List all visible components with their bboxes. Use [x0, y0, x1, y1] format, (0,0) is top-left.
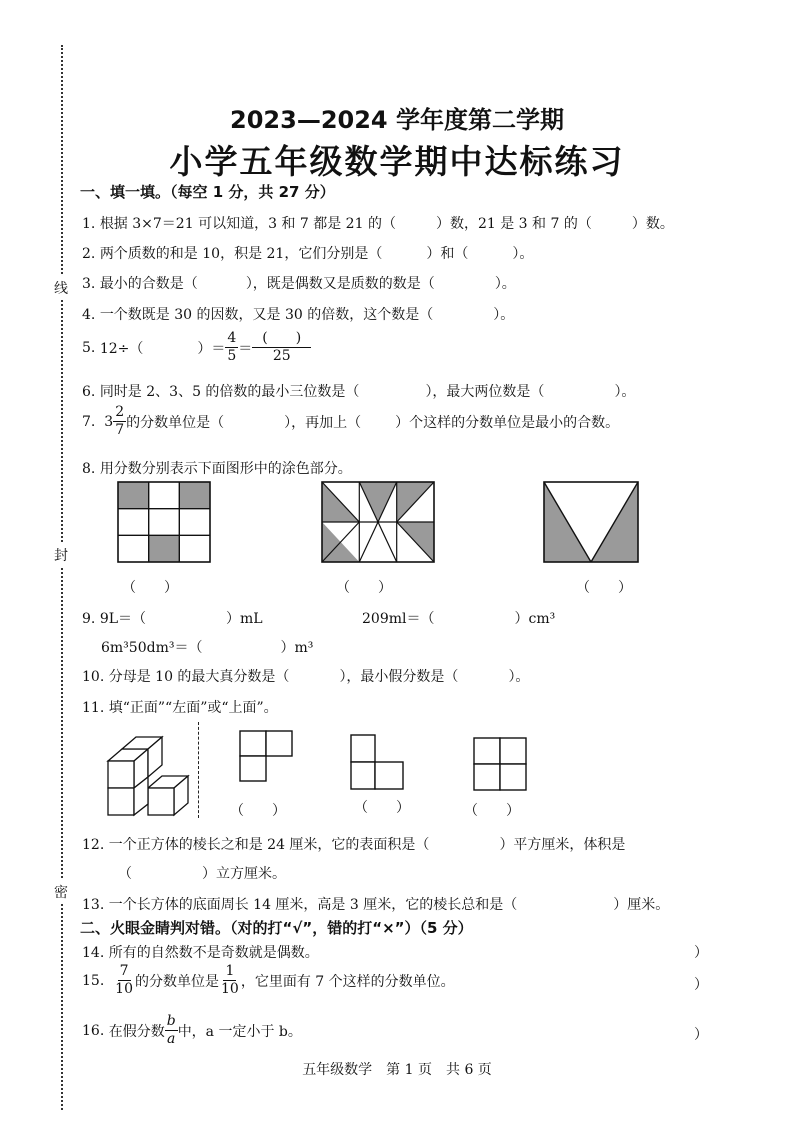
- question-12-line-1: 12. 一个正方体的棱长之和是 24 厘米，它的表面积是（ ）平方厘米，体积是: [82, 837, 626, 853]
- question-9-line-2: 6m³50dm³＝（ ）m³: [101, 640, 314, 656]
- q8-answer-2: （ ）: [336, 580, 392, 596]
- page-footer: 五年级数学 第 1 页 共 6 页: [302, 1062, 492, 1078]
- question-13: 13. 一个长方体的底面周长 14 厘米，高是 3 厘米，它的棱长总和是（ ）厘米。: [82, 897, 670, 913]
- question-4: 4. 一个数既是 30 的因数，又是 30 的倍数，这个数是（ ）。: [82, 307, 515, 323]
- view-figure-2: [351, 735, 403, 789]
- question-10: 10. 分母是 10 的最大真分数是（ ），最小假分数是（ ）。: [82, 669, 530, 685]
- shaded-cell: [179, 482, 210, 509]
- question-2: 2. 两个质数的和是 10，积是 21，它们分别是（ ）和（ ）。: [82, 246, 534, 262]
- question-1: 1. 根据 3×7＝21 可以知道，3 和 7 都是 21 的（ ）数，21 是 3 和 7 的（ ）数。: [82, 216, 674, 232]
- binding-mark-line: 线: [54, 276, 68, 300]
- fraction-1-10: $\frac{1}{10}$: [221, 963, 239, 997]
- fraction-2-7: $\frac{2}{7}$: [115, 404, 125, 438]
- triangle-rectangle-figure: [322, 482, 434, 562]
- question-7: 7. 3 $\frac{2}{7}$ 的分数单位是（ ），再加上（ ）个这样的分数单位是最小的合数。: [82, 404, 620, 438]
- view-figure-1: [240, 731, 292, 781]
- shaded-cell: [149, 535, 180, 562]
- q11-answer-1: （ ）: [230, 803, 286, 819]
- section-2-heading: 二、火眼金睛判对错。（对的打“√”，错的打“×”）（5 分）: [80, 919, 473, 937]
- q15-answer-paren: ）: [694, 977, 708, 993]
- year-line: 2023—2024 学年度第二学期: [230, 106, 564, 134]
- q11-answer-3: （ ）: [464, 803, 520, 819]
- fraction-b-a: $\frac{b}{a}$: [166, 1013, 176, 1047]
- dashed-divider: [198, 722, 199, 818]
- section-1-heading: 一、填一填。（每空 1 分，共 27 分）: [80, 183, 335, 201]
- question-6: 6. 同时是 2、3、5 的倍数的最小三位数是（ ），最大两位数是（ ）。: [82, 384, 636, 400]
- page-title: 小学五年级数学期中达标练习: [169, 142, 625, 181]
- view-figure-3: [474, 738, 526, 790]
- question-16: 16. 在假分数 $\frac{b}{a}$ 中，a 一定小于 b。: [82, 1013, 302, 1047]
- question-8: 8. 用分数分别表示下面图形中的涂色部分。: [82, 461, 352, 477]
- question-9-line-1: 9. 9L＝（ ）mL: [82, 611, 263, 627]
- binding-mark-close: 密: [54, 880, 68, 904]
- q14-answer-paren: ）: [694, 945, 708, 961]
- q8-answer-1: （ ）: [122, 580, 178, 596]
- binding-mark-seal: 封: [54, 543, 68, 567]
- v-shape-figure: [544, 482, 638, 562]
- fraction-blank-25: $\frac{( )}{25}$: [252, 330, 311, 365]
- q8-answer-3: （ ）: [576, 580, 632, 596]
- question-15: 15. $\frac{7}{10}$ 的分数单位是 $\frac{1}{10}$ ，它里面有 7 个这样的分数单位。: [82, 963, 455, 997]
- question-14: 14. 所有的自然数不是奇数就是偶数。: [82, 945, 319, 961]
- shaded-triangle: [359, 482, 396, 522]
- question-12-line-2: （ ）立方厘米。: [118, 866, 286, 882]
- shaded-grid-figure: [118, 482, 210, 562]
- cube-stack-figure: [108, 733, 188, 815]
- q11-answer-2: （ ）: [354, 800, 410, 816]
- question-9-line-1b: 209ml＝（ ）cm³: [362, 611, 556, 627]
- question-5: 5. 12÷（ ）＝ $\frac{4}{5}$ ＝ $\frac{( )}{25}$: [82, 330, 311, 365]
- fraction-4-5: $\frac{4}{5}$: [227, 330, 237, 364]
- q16-answer-paren: ）: [694, 1027, 708, 1043]
- binding-line: [61, 45, 63, 1110]
- question-11: 11. 填“正面”“左面”或“上面”。: [82, 700, 278, 716]
- fraction-7-10: $\frac{7}{10}$: [115, 963, 133, 997]
- question-3: 3. 最小的合数是（ ），既是偶数又是质数的数是（ ）。: [82, 276, 516, 292]
- shaded-cell: [118, 482, 149, 509]
